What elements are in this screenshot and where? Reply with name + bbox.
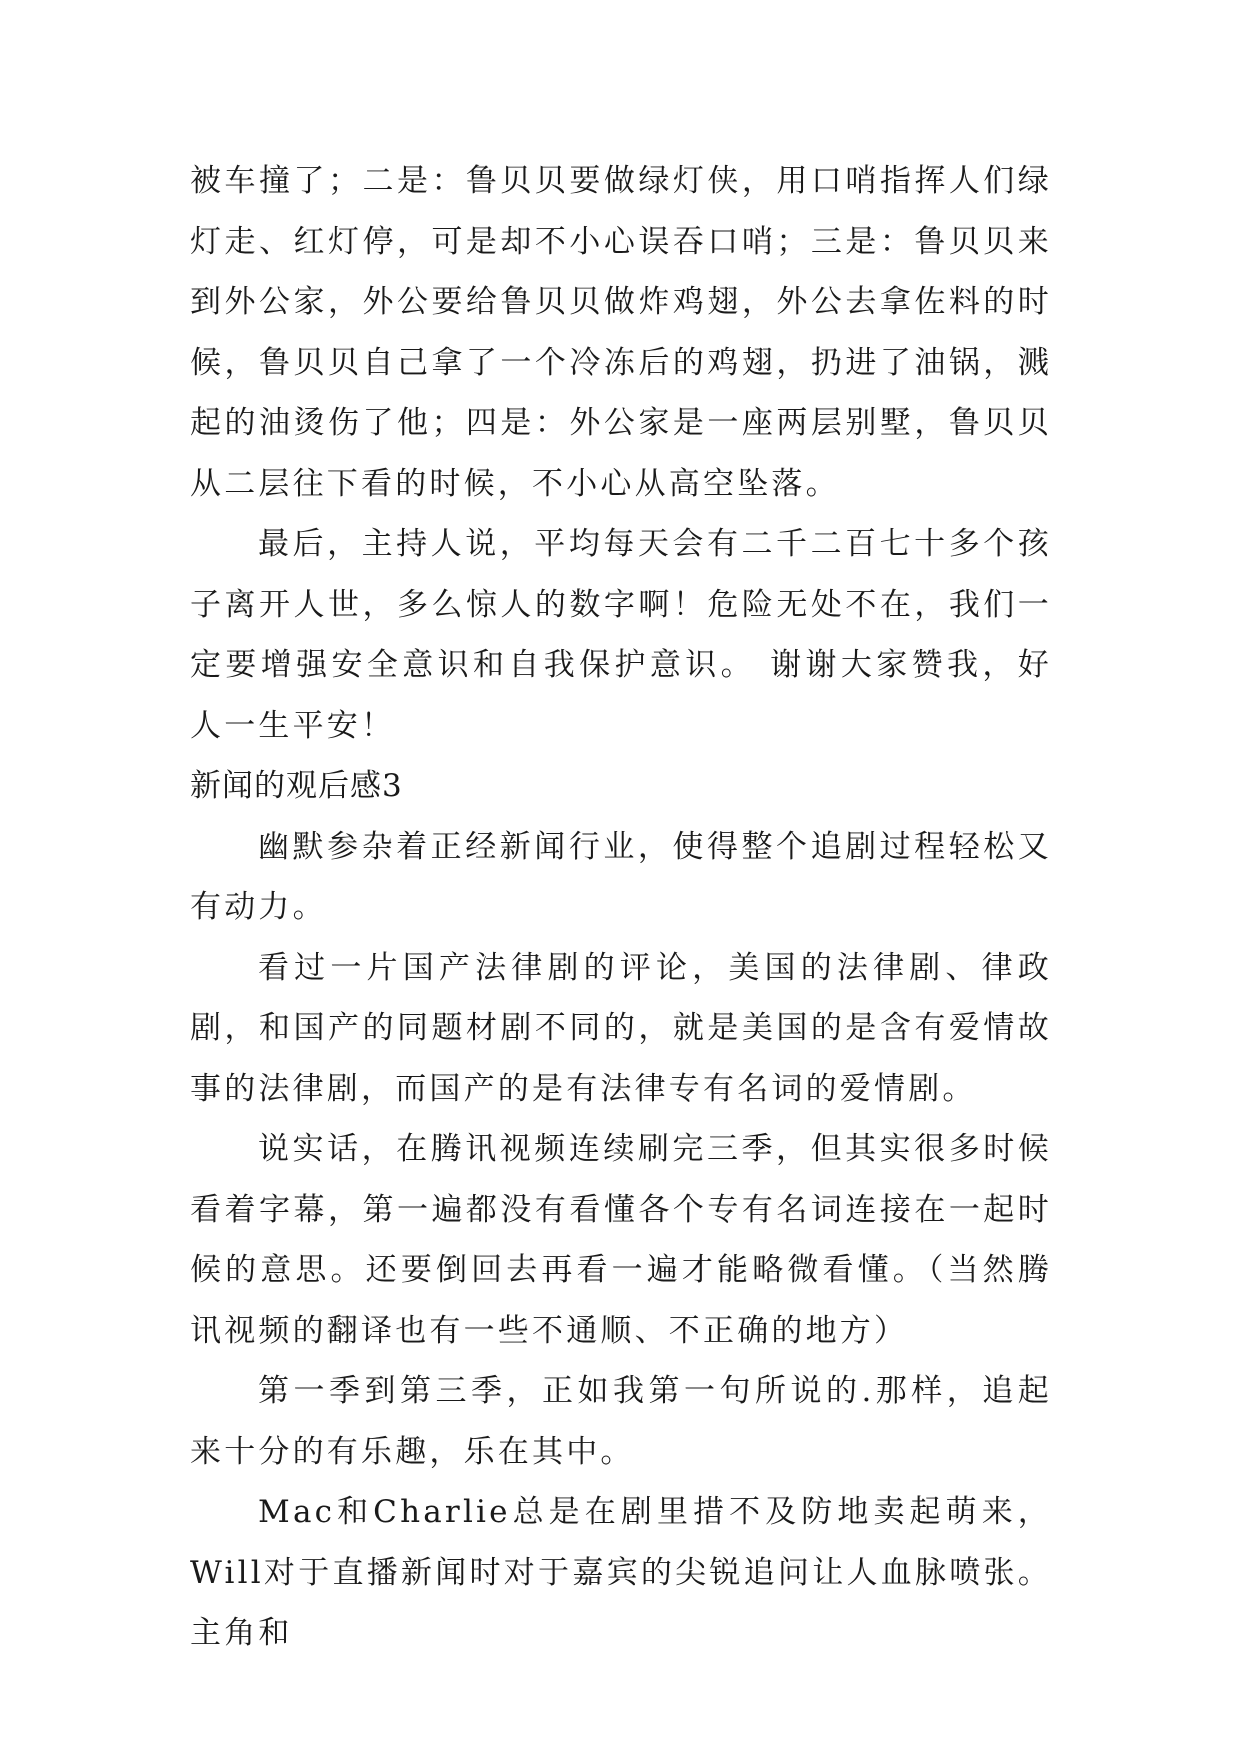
- document-body: [190, 151, 1052, 1664]
- paragraph-legal-drama: 看过一片国产法律剧的评论，美国的法律剧、律政剧，和国产的同题材剧不同的，就是美国的是含有爱情故事的法律剧，而国产的是有法律专有名词的爱情剧。: [190, 949, 1052, 1107]
- paragraph-characters: Mac和Charlie总是在剧里措不及防地卖起萌来，Will对于直播新闻时对于嘉宾的尖锐追问让人血脉喷张。主角和: [190, 1494, 1052, 1651]
- paragraph-continued: 被车撞了；二是：鲁贝贝要做绿灯侠，用口哨指挥人们绿灯走、红灯停，可是却不小心误吞口哨；三是：鲁贝贝来到外公家，外公要给鲁贝贝做炸鸡翅，外公去拿佐料的时候，鲁贝贝自己拿了一个冷冻后的鸡翅，扔进了油锅，溅起的油烫伤了他；四是：外公家是一座两层别墅，鲁贝贝从二层往下看的时候，不小心从高空坠落。: [190, 163, 1052, 502]
- paragraph-seasons: 第一季到第三季，正如我第一句所说的.那样，追起来十分的有乐趣，乐在其中。: [190, 1373, 1052, 1470]
- paragraph-conclusion: 最后，主持人说，平均每天会有二千二百七十多个孩子离开人世，多么惊人的数字啊！危险无处不在，我们一定要增强安全意识和自我保护意识。 谢谢大家赞我，好人一生平安！: [190, 526, 1052, 744]
- paragraph-humor: 幽默参杂着正经新闻行业，使得整个追剧过程轻松又有动力。: [190, 828, 1052, 925]
- paragraph-subtitles: 说实话，在腾讯视频连续刷完三季，但其实很多时候看着字幕，第一遍都没有看懂各个专有名词连接在一起时候的意思。还要倒回去再看一遍才能略微看懂。（当然腾讯视频的翻译也有一些不通顺、不正确的地方）: [190, 1131, 1052, 1349]
- section-title: 新闻的观后感3: [190, 768, 403, 804]
